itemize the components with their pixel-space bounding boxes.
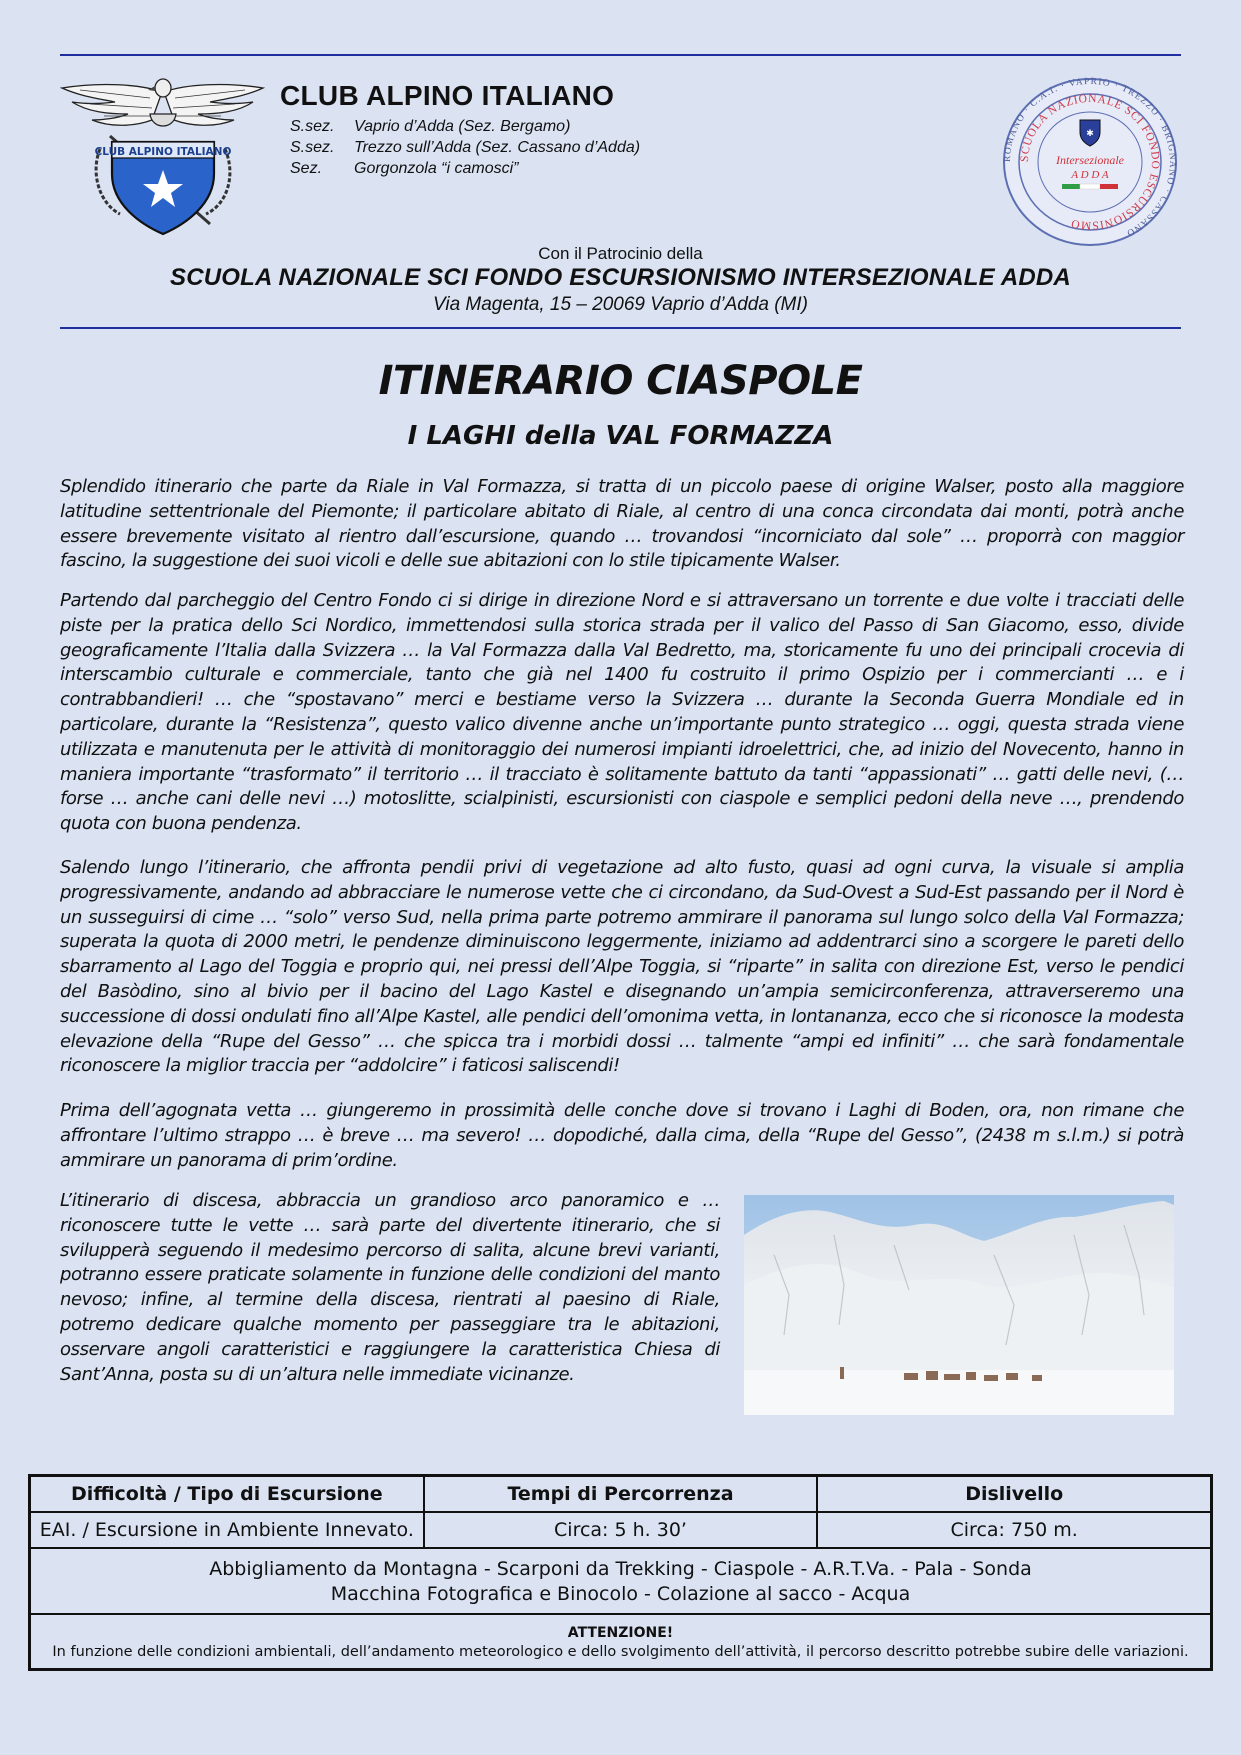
cai-logo-lettering: CLUB ALPINO ITALIANO	[94, 146, 232, 158]
equipment-line: Macchina Fotografica e Binocolo - Colazione al sacco - Acqua	[330, 1583, 911, 1605]
page-subtitle: I LAGHI della VAL FORMAZZA	[407, 421, 834, 451]
seal-inner-text: SCUOLA NAZIONALE SCI FONDO ESCURSIONISMO	[1018, 92, 1162, 232]
top-rule	[60, 54, 1181, 56]
info-header-row	[31, 1477, 1210, 1513]
section-kind: Sez.	[290, 160, 323, 177]
school-seal-logo	[1000, 76, 1180, 248]
duration-value: Circa: 5 h. 30’	[423, 1513, 817, 1547]
summit-paragraph: Prima dell’agognata vetta … giungeremo in prossimità delle conche dove si trovano i Laghi di Boden, ora, non rimane che affrontare l’ultimo strappo … è breve … ma severo! … dopodiché, dalla cima, della “Rupe del Gesso”, (2438 m s.l.m.) si potrà ammirare un panorama di prim’ordine.	[60, 1100, 1184, 1171]
elevation-value: Circa: 750 m.	[816, 1513, 1210, 1547]
warning-cell	[31, 1615, 1210, 1668]
intro-paragraph: Splendido itinerario che parte da Riale in Val Formazza, si tratta di un piccolo paese di origine Walser, posto alla maggiore latitudine settentrionale del Piemonte; il particolare abitato di Riale, al centro di una conca circondata dai monti, potrà anche essere brevemente visitato al rientro dall’escursione, quando … trovandosi “incorniciato dal sole” … proporrà con maggior fascino, la suggestione dei suoi vicoli e delle sue abitazioni con lo stile tipicamente Walser.	[60, 476, 1184, 572]
section-row	[290, 158, 640, 179]
info-value-row	[31, 1513, 1210, 1549]
section-row	[290, 137, 640, 158]
section-row	[290, 116, 640, 137]
section-kind: S.sez.	[290, 118, 335, 135]
difficulty-header: Difficoltà / Tipo di Escursione	[71, 1483, 383, 1505]
equipment-cell	[31, 1549, 1210, 1615]
section-kind: S.sez.	[290, 139, 335, 156]
section-name: Trezzo sull’Adda (Sez. Cassano d’Adda)	[354, 139, 641, 156]
patronage-line: Con il Patrocinio della	[538, 244, 703, 263]
sections-list	[290, 116, 640, 179]
route-paragraph: Partendo dal parcheggio del Centro Fondo ci si dirige in direzione Nord e si attraversano un torrente e due volte i tracciati delle piste per la pratica dello Sci Nordico, immettendosi sulla storica strada per il valico del Passo di San Giacomo, esso, divide geograficamente l’Italia dalla Svizzera … la Val Formazza dalla Val Bedretto, ma, storicamente fu uno dei principali crocevia di interscambio culturale e commerciale, tanto che già nel 1400 fu costruito il primo Ospizio per i commercianti … e i contrabbandieri! … che “spostavano” merci e bestiame verso la Svizzera … durante la Seconda Guerra Mondiale ed in particolare, durante la “Resistenza”, questo valico divenne anche un’importante punto strategico … oggi, questa strada viene utilizzata e manutenuta per le attività di monitoraggio dei numerosi impianti idroelettrici, che, ad inizio del Novecento, hanno in maniera importante “trasformato” il territorio … il tracciato è solitamente battuto da tanti “appassionati” … gatti delle nevi, (… forse … anche cani delle nevi …) motoslitte, scialpinisti, escursionisti con ciaspole e semplici pedoni della neve …, prendendo quota con buona pendenza.	[60, 590, 1184, 835]
snowy-valley-photo	[744, 1195, 1174, 1415]
school-name: SCUOLA NAZIONALE SCI FONDO ESCURSIONISMO INTERSEZIONALE ADDA	[170, 264, 1071, 291]
section-name: Gorgonzola “i camosci”	[354, 160, 519, 177]
elevation-header: Dislivello	[816, 1477, 1210, 1511]
difficulty-value: EAI. / Escursione in Ambiente Innevato.	[39, 1519, 414, 1541]
cai-eagle-logo	[60, 74, 265, 244]
warning-title: ATTENZIONE!	[567, 1625, 674, 1641]
org-title: CLUB ALPINO ITALIANO	[280, 80, 615, 111]
duration-header: Tempi di Percorrenza	[423, 1477, 817, 1511]
seal-center-line2: A D D A	[1071, 169, 1109, 181]
section-name: Vaprio d’Adda (Sez. Bergamo)	[354, 118, 571, 135]
seal-center-line1: Intersezionale	[1056, 153, 1124, 167]
seal-outer-text: ROMANO · C.A.I. · VAPRIO · TREZZO · BRIGNANO · CASSANO	[1002, 76, 1178, 239]
header-bottom-rule	[60, 327, 1181, 329]
school-address: Via Magenta, 15 – 20069 Vaprio d’Adda (MI)	[433, 294, 808, 315]
ascent-paragraph: Salendo lungo l’itinerario, che affronta pendii privi di vegetazione ad alto fusto, quasi ad ogni curva, la visuale si amplia progressivamente, andando ad abbracciare le numerose vette che ci circondano, da Sud-Ovest a Sud-Est passando per il Nord è un susseguirsi di cime … “solo” verso Sud, nella prima parte potremo ammirare il panorama sul lungo solco della Val Formazza; superata la quota di 2000 metri, le pendenze diminuiscono leggermente, iniziamo ad addentrarci sino a scorgere le pareti dello sbarramento al Lago del Toggia e proprio qui, nei pressi dell’Alpe Toggia, si “riparte” in salita con direzione Est, verso le pendici del Basòdino, sino al bivio per il bacino del Lago Kastel e disegnando un’ampia semicirconferenza, attraverseremo una successione di dossi ondulati fino all’Alpe Kastel, alle pendici dell’omonima vetta, in lontananza, ecco che si riconosce la modesta elevazione della “Rupe del Gesso” … che spicca tra i morbidi dossi … talmente “ampi ed infiniti” … che sarà fondamentale riconoscere la miglior traccia per “addolcire” i faticosi saliscendi!	[60, 857, 1184, 1077]
svg-text:✱: ✱	[1086, 129, 1094, 139]
equipment-line: Abbigliamento da Montagna - Scarponi da Trekking - Ciaspole - A.R.T.Va. - Pala - Sonda	[209, 1558, 1032, 1580]
descent-paragraph: L’itinerario di discesa, abbraccia un grandioso arco panoramico e … riconoscere tutte le vette … sarà parte del divertente itinerario, che si svilupperà seguendo il medesimo percorso di salita, alcune brevi varianti, potranno essere praticate solamente in funzione delle condizioni del manto nevoso; infine, al termine della discesa, rientrati al paesino di Riale, potremo dedicare qualche momento per passeggiare tra le abitazioni, osservare angoli caratteristici e raggiungere la caratteristica Chiesa di Sant’Anna, posta su di un’altura nelle immediate vicinanze.	[60, 1190, 720, 1385]
page-title: ITINERARIO CIASPOLE	[378, 358, 863, 404]
excursion-info-table	[28, 1474, 1213, 1671]
warning-text: In funzione delle condizioni ambientali, dell’andamento meteorologico e dello svolgimento dell’attività, il percorso descritto potrebbe subire delle variazioni.	[52, 1644, 1189, 1660]
